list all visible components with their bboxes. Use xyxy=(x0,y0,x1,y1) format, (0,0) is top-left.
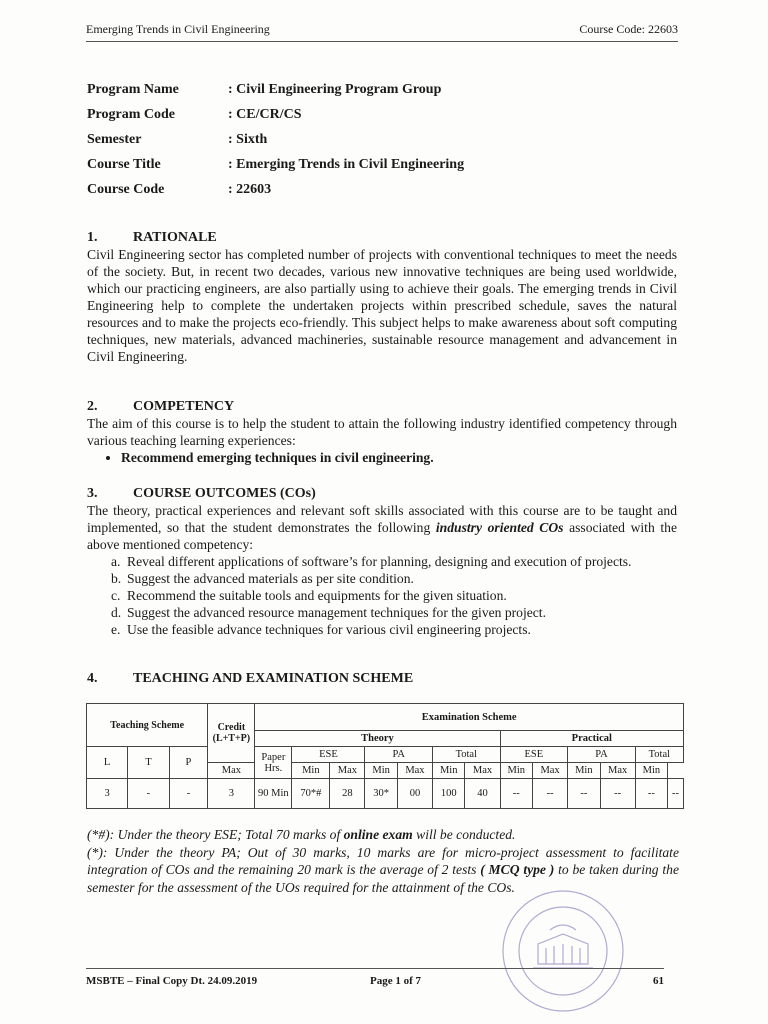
section-rationale xyxy=(87,229,677,365)
ese-header: ESE xyxy=(292,747,365,763)
table-cell: -- xyxy=(600,779,635,809)
board-seal-stamp xyxy=(498,886,628,1016)
outcome-marker: d. xyxy=(111,605,122,620)
max-header: Max xyxy=(208,763,255,779)
competency-text: The aim of this course is to help the student to attain the following industry identified competency through various teaching learning experiences: xyxy=(87,416,677,448)
table-cell: 100 xyxy=(433,779,465,809)
min-header: Min xyxy=(433,763,465,779)
info-row xyxy=(87,102,464,127)
exam-scheme-header: Examination Scheme xyxy=(255,704,684,731)
info-key: Course Code xyxy=(87,182,165,198)
note-text: (*): Under the theory PA; Out of 30 marks, 10 marks are for micro-project assessment to facilitate integration of COs and the remaining 20 mark is the average of 2 tests xyxy=(87,844,679,877)
section-title: RATIONALE xyxy=(133,230,217,245)
note-emphasis: ( MCQ type ) xyxy=(480,862,555,877)
note-text: (*#): Under the theory ESE; Total 70 marks of xyxy=(87,827,344,842)
section-title: TEACHING AND EXAMINATION SCHEME xyxy=(133,671,414,686)
outcome-marker: b. xyxy=(111,571,122,586)
paper-hrs-header: Paper Hrs. xyxy=(255,747,292,779)
info-key: Course Title xyxy=(87,157,161,173)
col-l: L xyxy=(87,747,128,779)
min-header: Min xyxy=(292,763,330,779)
program-info xyxy=(87,77,464,203)
min-header: Min xyxy=(635,763,667,779)
outcome-marker: c. xyxy=(111,588,121,603)
max-header: Max xyxy=(600,763,635,779)
section-competency xyxy=(87,398,677,466)
outcomes-emphasis: industry oriented COs xyxy=(435,520,564,535)
col-t: T xyxy=(128,747,169,779)
section-number: 1. xyxy=(87,230,98,245)
info-value: : CE/CR/CS xyxy=(228,106,302,122)
section-heading xyxy=(87,485,677,502)
max-header: Max xyxy=(330,763,365,779)
outcome-item xyxy=(111,587,677,604)
rationale-text: Civil Engineering sector has completed number of projects with conventional techniques to meet the needs of the society. But, in recent two decades, various new innovative techniques are being used worldwide, which our practicing engineers, are also partially using to achieve their goals. The emerging trends in Civil Engineering help to complete the undertaken projects within prescribed schedule, saves the natural resources and to make the projects eco-friendly. This subject helps to make awareness about soft computing techniques, new materials, advanced machineries, sustainable resource management and advancement in Civil Engineering. xyxy=(87,247,677,364)
section-number: 3. xyxy=(87,486,98,501)
section-course-outcomes xyxy=(87,485,677,638)
credit-header: Credit (L+T+P) xyxy=(208,704,255,763)
competency-list xyxy=(87,449,677,466)
info-value: : Sixth xyxy=(228,131,268,147)
max-header: Max xyxy=(397,763,432,779)
info-value: : 22603 xyxy=(228,182,272,198)
table-cell: 3 xyxy=(208,779,255,809)
table-cell: 28 xyxy=(330,779,365,809)
section-title: COURSE OUTCOMES (COs) xyxy=(133,486,316,501)
section-title: COMPETENCY xyxy=(133,399,235,414)
running-header xyxy=(86,22,678,42)
info-key: Program Code xyxy=(87,106,175,122)
outcome-item xyxy=(111,553,677,570)
info-key: Program Name xyxy=(87,81,179,97)
info-value: : Emerging Trends in Civil Engineering xyxy=(228,157,465,173)
header-title: Emerging Trends in Civil Engineering xyxy=(86,22,270,36)
outcome-item xyxy=(111,621,677,638)
info-key: Semester xyxy=(87,131,142,147)
table-cell: 00 xyxy=(397,779,432,809)
min-header: Min xyxy=(568,763,600,779)
outcome-marker: a. xyxy=(111,554,121,569)
outcome-item xyxy=(111,570,677,587)
ese-header: ESE xyxy=(500,747,568,763)
table-cell: -- xyxy=(668,779,684,809)
pa-header: PA xyxy=(365,747,433,763)
info-row xyxy=(87,153,464,178)
outcome-text: Recommend the suitable tools and equipments for the given situation. xyxy=(127,588,507,603)
footer-copy-date: MSBTE – Final Copy Dt. 24.09.2019 xyxy=(86,975,258,987)
table-cell: 30* xyxy=(365,779,397,809)
table-cell: -- xyxy=(635,779,667,809)
section-heading xyxy=(87,398,677,415)
outcomes-list xyxy=(87,553,677,638)
max-header: Max xyxy=(465,763,500,779)
table-cell: 40 xyxy=(465,779,500,809)
outcome-text: Use the feasible advance techniques for various civil engineering projects. xyxy=(127,622,531,637)
teaching-scheme-header: Teaching Scheme xyxy=(87,704,208,747)
pa-header: PA xyxy=(568,747,636,763)
table-cell: 70*# xyxy=(292,779,330,809)
table-cell: -- xyxy=(500,779,532,809)
outcome-item xyxy=(111,604,677,621)
total-header: Total xyxy=(635,747,683,763)
info-row xyxy=(87,77,464,102)
col-p: P xyxy=(169,747,208,779)
competency-item: • Recommend emerging techniques in civil engineering. xyxy=(121,449,677,466)
section-number: 4. xyxy=(87,671,98,686)
section-heading xyxy=(87,670,677,687)
theory-header: Theory xyxy=(255,731,500,747)
max-header: Max xyxy=(532,763,567,779)
table-cell: -- xyxy=(532,779,567,809)
header-course-code: Course Code: 22603 xyxy=(579,22,678,36)
info-row xyxy=(87,178,464,203)
outcome-text: Suggest the advanced resource management techniques for the given project. xyxy=(127,605,546,620)
practical-header: Practical xyxy=(500,731,683,747)
outcome-text: Suggest the advanced materials as per site condition. xyxy=(127,571,414,586)
note-emphasis: online exam xyxy=(343,827,413,842)
note-ese xyxy=(87,826,679,844)
table-cell: 3 xyxy=(87,779,128,809)
info-value: : Civil Engineering Program Group xyxy=(228,81,442,97)
table-cell: 90 Min xyxy=(255,779,292,809)
section-scheme xyxy=(87,670,677,687)
section-heading xyxy=(87,229,677,246)
info-row xyxy=(87,127,464,152)
min-header: Min xyxy=(365,763,397,779)
note-text: will be conducted. xyxy=(412,827,516,842)
table-cell: - xyxy=(169,779,208,809)
table-cell: - xyxy=(128,779,169,809)
footer-page-index: 61 xyxy=(653,975,664,987)
outcomes-text xyxy=(87,502,677,553)
outcomes-text-b: associated with the above mentioned competency: xyxy=(87,520,677,552)
section-number: 2. xyxy=(87,399,98,414)
note-text: to be taken during the semester for the assessment of the UOs required for the attainment of the COs. xyxy=(87,862,679,895)
scheme-table xyxy=(86,703,684,809)
outcome-text: Reveal different applications of software’s for planning, designing and execution of projects. xyxy=(127,554,632,569)
outcome-marker: e. xyxy=(111,622,121,637)
footer-page-number: Page 1 of 7 xyxy=(370,975,422,987)
table-cell: -- xyxy=(568,779,600,809)
page-footer xyxy=(86,968,664,987)
total-header: Total xyxy=(433,747,501,763)
outcomes-text-a: The theory, practical experiences and relevant soft skills associated with this course are to be taught and implemented, so that the student demonstrates the following xyxy=(87,503,677,535)
min-header: Min xyxy=(500,763,532,779)
